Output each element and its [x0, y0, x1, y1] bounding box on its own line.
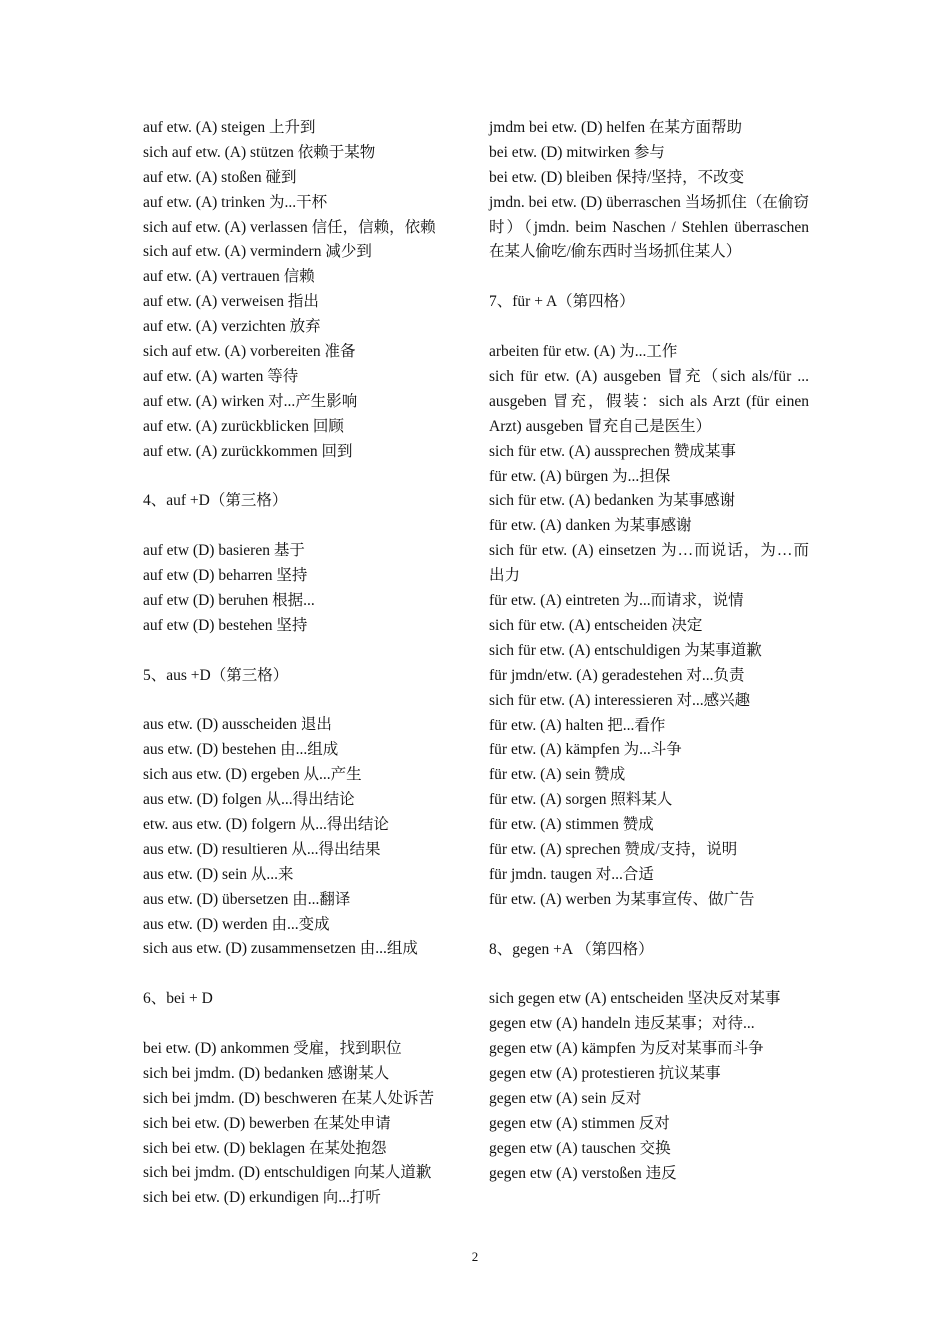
vocab-entry: für jmdn. taugen 对...合适 — [489, 865, 654, 883]
vocab-list-aus-dativ — [143, 713, 463, 962]
vocab-list-auf-dativ — [143, 539, 463, 639]
vocab-entry: sich für etw. (A) entschuldigen 为某事道歉 — [489, 641, 762, 659]
vocab-entry: sich bei etw. (D) beklagen 在某处抱怨 — [143, 1139, 387, 1157]
vocab-paragraph-ueberraschen: jmdn. bei etw. (D) überraschen 当场抓住（在偷窃时）（jmdn. beim Naschen / Stehlen überraschen 在某人偷吃/偷东西时当场抓住某人） — [489, 193, 809, 261]
page-number: 2 — [471, 1249, 479, 1264]
vocab-entry: sich für etw. (A) aussprechen 赞成某事 — [489, 442, 736, 460]
vocab-list-fuer-akkusativ-b — [489, 440, 809, 540]
vocab-entry: gegen etw (A) stimmen 反对 — [489, 1114, 670, 1132]
section-heading-6: 6、bei + D — [143, 990, 213, 1008]
vocab-list-fuer-akkusativ-c — [489, 589, 809, 913]
vocab-list-auf-akkusativ — [143, 116, 463, 464]
vocab-entry: sich auf etw. (A) stützen 依赖于某物 — [143, 143, 376, 161]
vocab-entry: sich auf etw. (A) verlassen 信任，信赖，依赖 — [143, 218, 436, 236]
vocab-entry: bei etw. (D) bleiben 保持/坚持，不改变 — [489, 168, 745, 186]
right-column — [489, 116, 809, 1186]
vocab-list-gegen-akkusativ — [489, 987, 809, 1186]
vocab-entry: auf etw. (A) zurückblicken 回顾 — [143, 417, 344, 435]
vocab-entry: auf etw (D) beruhen 根据... — [143, 591, 315, 609]
vocab-entry: sich für etw. (A) bedanken 为某事感谢 — [489, 492, 736, 510]
vocab-entry: aus etw. (D) übersetzen 由...翻译 — [143, 890, 351, 908]
vocab-entry: für etw. (A) sein 赞成 — [489, 766, 626, 784]
vocab-entry: auf etw. (A) verweisen 指出 — [143, 293, 319, 311]
vocab-entry: gegen etw (A) tauschen 交换 — [489, 1139, 671, 1157]
vocab-entry: gegen etw (A) handeln 违反某事；对待... — [489, 1015, 755, 1033]
vocab-entry: aus etw. (D) ausscheiden 退出 — [143, 716, 332, 734]
vocab-entry: auf etw. (A) verzichten 放弃 — [143, 318, 321, 336]
vocab-entry: aus etw. (D) folgen 从...得出结论 — [143, 791, 355, 809]
vocab-entry: auf etw. (A) vertrauen 信赖 — [143, 268, 315, 286]
vocab-entry: auf etw. (A) steigen 上升到 — [143, 119, 316, 136]
section-heading-4: 4、auf +D（第三格） — [143, 492, 288, 510]
vocab-entry: gegen etw (A) kämpfen 为反对某事而斗争 — [489, 1040, 764, 1058]
vocab-entry: gegen etw (A) protestieren 抗议某事 — [489, 1064, 721, 1082]
vocab-entry: auf etw. (A) stoßen 碰到 — [143, 168, 297, 186]
vocab-list-bei-dativ — [143, 1037, 463, 1211]
vocab-entry: sich für etw. (A) entscheiden 决定 — [489, 616, 703, 634]
section-heading-8: 8、gegen +A （第四格） — [489, 940, 654, 958]
vocab-list-fuer-akkusativ-a — [489, 340, 809, 365]
vocab-entry: sich auf etw. (A) vermindern 减少到 — [143, 243, 372, 261]
section-heading-7: 7、für + A（第四格） — [489, 293, 635, 311]
vocab-entry: gegen etw (A) sein 反对 — [489, 1089, 642, 1107]
vocab-entry: für jmdn/etw. (A) geradestehen 对...负责 — [489, 666, 745, 684]
vocab-entry: auf etw. (A) warten 等待 — [143, 367, 299, 385]
vocab-paragraph-einsetzen: sich für etw. (A) einsetzen 为…而说话，为…而出力 — [489, 542, 809, 585]
vocab-entry: aus etw. (D) resultieren 从...得出结果 — [143, 840, 381, 858]
vocab-entry: auf etw (D) basieren 基于 — [143, 542, 305, 560]
vocab-entry: jmdm bei etw. (D) helfen 在某方面帮助 — [489, 119, 742, 136]
vocab-entry: aus etw. (D) bestehen 由...组成 — [143, 741, 339, 759]
vocab-entry: sich bei jmdm. (D) bedanken 感谢某人 — [143, 1064, 390, 1082]
vocab-entry: für etw. (A) halten 把...看作 — [489, 716, 666, 734]
vocab-entry: sich gegen etw (A) entscheiden 坚决反对某事 — [489, 990, 781, 1008]
vocab-entry: für etw. (A) danken 为某事感谢 — [489, 517, 692, 535]
vocab-entry: gegen etw (A) verstoßen 违反 — [489, 1164, 677, 1182]
vocab-entry: auf etw. (A) trinken 为...干杯 — [143, 193, 328, 211]
vocab-entry: sich aus etw. (D) ergeben 从...产生 — [143, 766, 362, 784]
vocab-paragraph-ausgeben: sich für etw. (A) ausgeben 冒充（sich als/für ... ausgeben 冒充，假装：sich als Arzt (für einen Arzt) ausgeben 冒充自己是医生） — [489, 367, 809, 435]
vocab-entry: für etw. (A) werben 为某事宣传、做广告 — [489, 890, 755, 908]
vocab-entry: bei etw. (D) ankommen 受雇，找到职位 — [143, 1039, 402, 1057]
vocab-entry: auf etw (D) bestehen 坚持 — [143, 616, 308, 634]
vocab-list-bei-dativ-continued — [489, 116, 809, 191]
vocab-entry: für etw. (A) eintreten 为...而请求，说情 — [489, 592, 744, 610]
vocab-entry: für etw. (A) stimmen 赞成 — [489, 816, 654, 834]
vocab-entry: aus etw. (D) sein 从...来 — [143, 865, 294, 883]
vocab-entry: auf etw. (A) wirken 对...产生影响 — [143, 392, 358, 410]
vocab-entry: sich bei jmdm. (D) beschweren 在某人处诉苦 — [143, 1089, 434, 1107]
vocab-entry: etw. aus etw. (D) folgern 从...得出结论 — [143, 815, 389, 833]
vocab-entry: auf etw. (A) zurückkommen 回到 — [143, 442, 353, 460]
vocab-entry: für etw. (A) sprechen 赞成/支持，说明 — [489, 840, 738, 858]
section-heading-5: 5、aus +D（第三格） — [143, 666, 289, 684]
vocab-entry: sich bei jmdm. (D) entschuldigen 向某人道歉 — [143, 1164, 432, 1182]
vocab-entry: aus etw. (D) werden 由...变成 — [143, 915, 330, 933]
vocab-entry: sich bei etw. (D) bewerben 在某处申请 — [143, 1114, 391, 1132]
left-column — [143, 116, 463, 1211]
vocab-entry: auf etw (D) beharren 坚持 — [143, 567, 308, 585]
vocab-entry: sich auf etw. (A) vorbereiten 准备 — [143, 343, 356, 361]
vocab-entry: sich bei etw. (D) erkundigen 向...打听 — [143, 1189, 381, 1207]
vocab-entry: sich für etw. (A) interessieren 对...感兴趣 — [489, 691, 751, 709]
vocab-entry: sich aus etw. (D) zusammensetzen 由...组成 — [143, 940, 418, 958]
vocab-entry: bei etw. (D) mitwirken 参与 — [489, 143, 665, 161]
vocab-entry: für etw. (A) sorgen 照料某人 — [489, 791, 673, 809]
vocab-entry: für etw. (A) bürgen 为...担保 — [489, 467, 671, 485]
vocab-entry: arbeiten für etw. (A) 为...工作 — [489, 343, 678, 361]
vocab-entry: für etw. (A) kämpfen 为...斗争 — [489, 741, 682, 759]
